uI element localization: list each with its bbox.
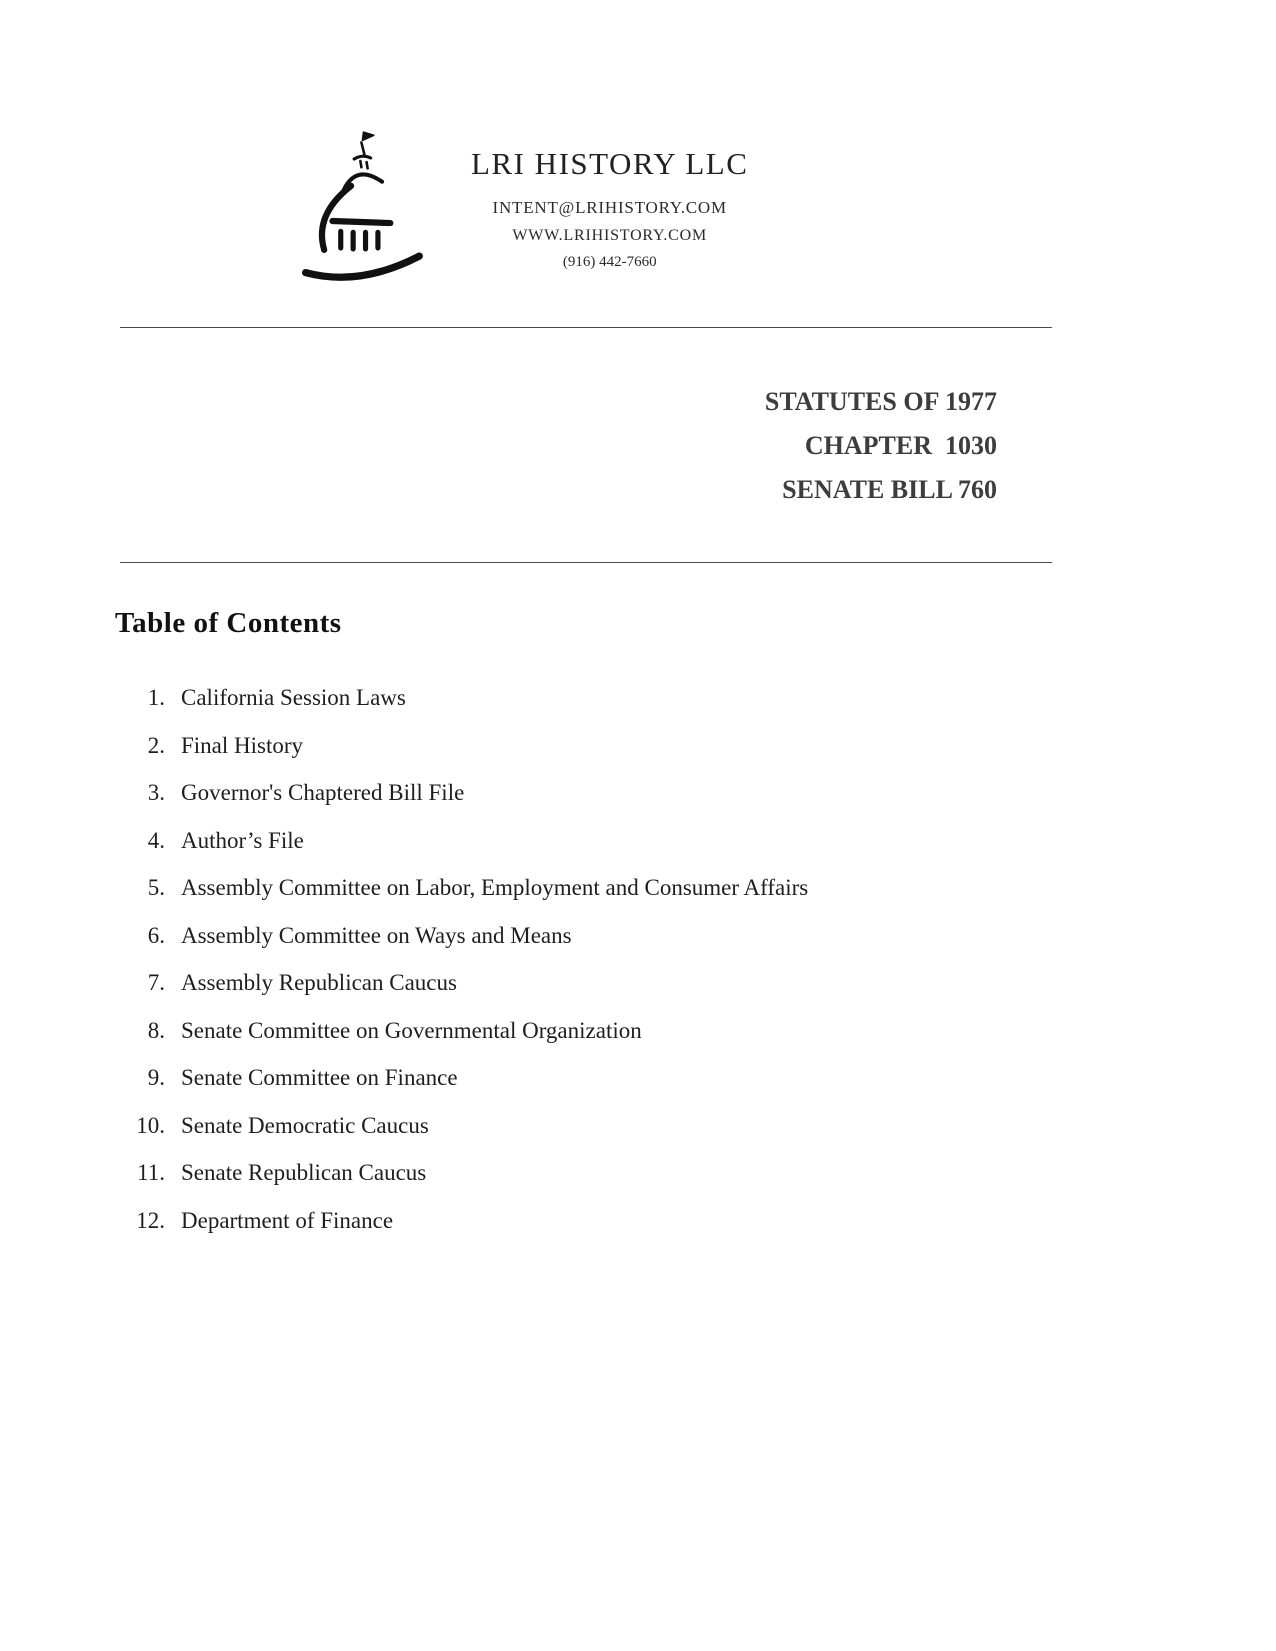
toc-item (115, 1149, 1276, 1197)
toc-item-label: Author’s File (181, 827, 304, 853)
toc-list (115, 674, 1276, 1244)
statute-block (120, 380, 1052, 512)
toc-item-number: 5. (147, 875, 165, 900)
toc-item-label: Final History (181, 732, 304, 758)
toc-item-label: Senate Committee on Finance (181, 1065, 458, 1090)
toc-item-number: 11. (137, 1160, 165, 1185)
toc-item-label: Senate Committee on Governmental Organization (181, 1017, 642, 1043)
toc-item-label: Senate Republican Caucus (181, 1160, 427, 1185)
letterhead-text (471, 128, 748, 271)
toc-item-number: 10. (136, 1112, 165, 1138)
toc-item-label: Assembly Committee on Ways and Means (181, 922, 572, 948)
toc-item-number: 9. (147, 1065, 165, 1090)
capitol-icon (292, 128, 437, 283)
statute-year: STATUTES OF 1977 (764, 387, 997, 416)
toc-item (115, 1102, 1276, 1150)
toc-item (115, 769, 1276, 817)
toc-item-label: Assembly Committee on Labor, Employment and Consumer Affairs (181, 875, 809, 900)
letterhead (292, 128, 1276, 283)
toc-item (115, 817, 1276, 865)
toc-item-label: Assembly Republican Caucus (181, 970, 457, 995)
toc-item-number: 1. (147, 685, 165, 710)
toc-item (115, 674, 1276, 722)
toc-item (115, 864, 1276, 912)
divider-top (120, 327, 1052, 328)
company-phone: (916) 442-7660 (562, 254, 657, 270)
toc-item (115, 722, 1276, 770)
divider-bottom (120, 562, 1052, 563)
toc-item (115, 1007, 1276, 1055)
toc-item-label: Department of Finance (181, 1207, 394, 1233)
toc-item-number: 7. (147, 970, 165, 995)
capitol-logo (292, 128, 437, 283)
toc-item-number: 8. (147, 1017, 165, 1043)
statute-bill: SENATE BILL 760 (782, 475, 997, 504)
toc-item-number: 3. (147, 780, 165, 805)
toc-item (115, 1197, 1276, 1245)
toc-item-number: 2. (147, 732, 165, 758)
company-website: WWW.LRIHISTORY.COM (512, 227, 707, 244)
toc-item-number: 12. (136, 1207, 165, 1233)
toc-item (115, 1054, 1276, 1102)
statute-chapter: CHAPTER 1030 (804, 431, 997, 460)
toc-item-label: Senate Democratic Caucus (181, 1112, 429, 1138)
company-name: LRI HISTORY LLC (471, 146, 749, 181)
toc-item-number: 4. (147, 827, 165, 853)
toc-item-label: Governor's Chaptered Bill File (181, 780, 465, 805)
toc-item-number: 6. (147, 922, 165, 948)
company-email: INTENT@LRIHISTORY.COM (492, 198, 727, 217)
toc-title: Table of Contents (115, 607, 342, 639)
toc-item-label: California Session Laws (181, 685, 406, 710)
toc-item (115, 912, 1276, 960)
toc-item (115, 959, 1276, 1007)
